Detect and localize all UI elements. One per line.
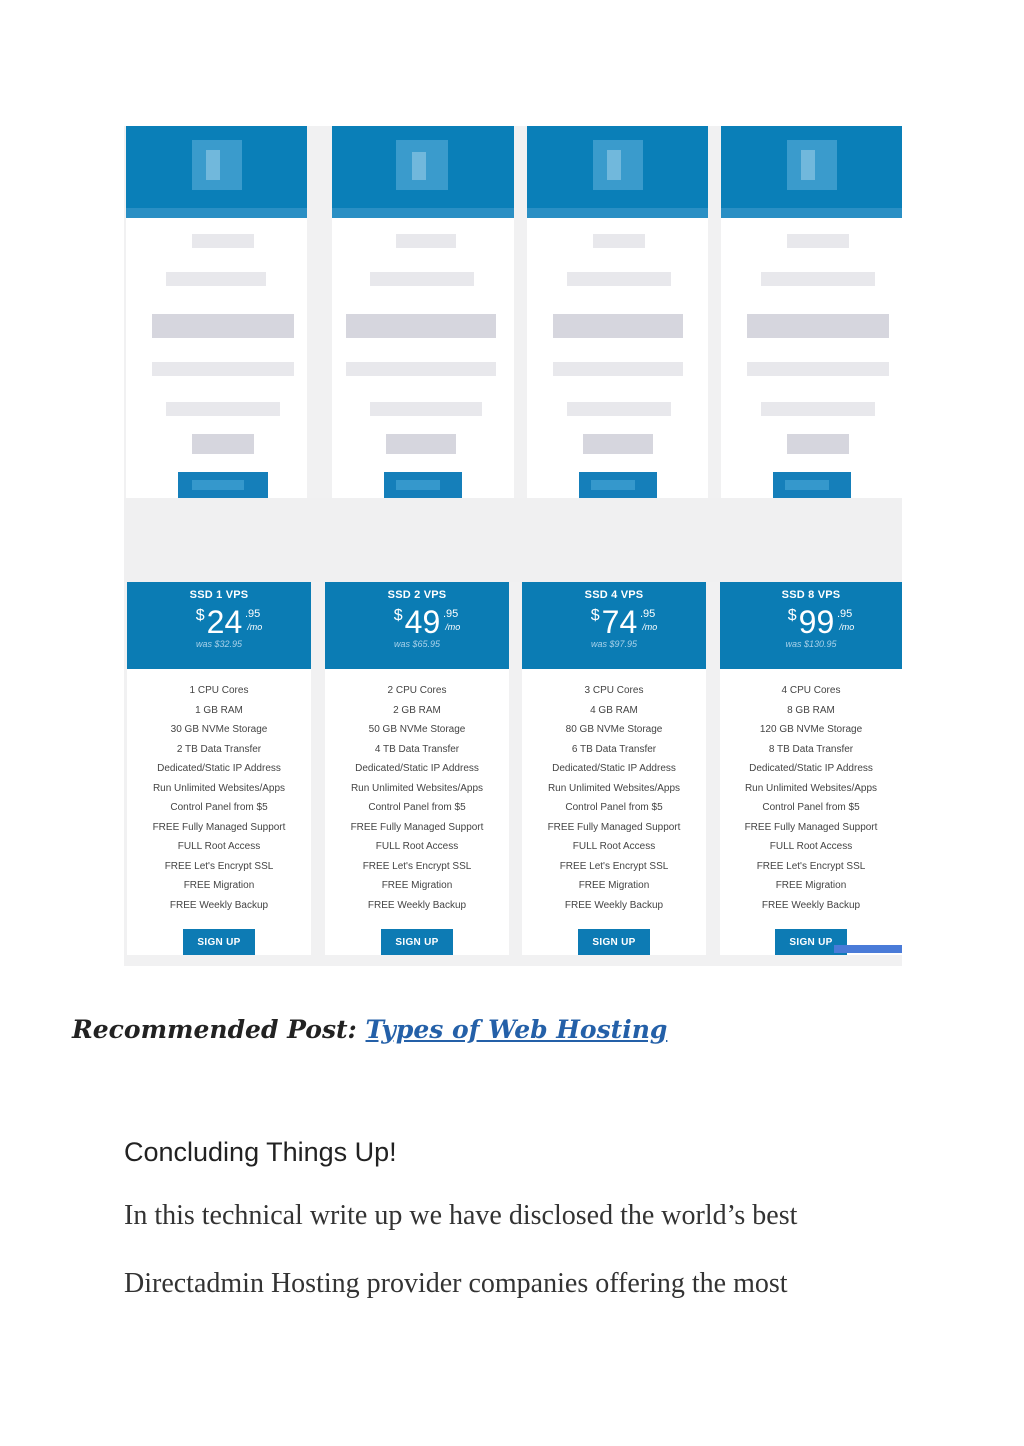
feature-item: 50 GB NVMe Storage [368, 724, 466, 735]
plan-name: SSD 2 VPS [387, 589, 447, 601]
feature-item: 8 GB RAM [787, 704, 835, 716]
feature-item: 6 TB Data Transfer [571, 743, 657, 755]
price-amount: 49 [404, 604, 441, 640]
price-currency: $ [590, 607, 600, 624]
price-period: /mo [642, 622, 658, 632]
price-cents: .95 [639, 608, 656, 620]
feature-list [127, 669, 311, 915]
plan-name: SSD 1 VPS [189, 589, 249, 601]
price-period: /mo [247, 622, 263, 632]
blurred-plan-card [332, 126, 514, 498]
plan-card [720, 582, 902, 955]
feature-item: 2 GB RAM [393, 704, 441, 716]
gap-strip [124, 498, 902, 582]
feature-item: 4 TB Data Transfer [374, 743, 460, 755]
was-price: was $32.95 [195, 639, 243, 649]
plan-header [522, 582, 706, 669]
plan-name: SSD 8 VPS [781, 589, 841, 601]
feature-item: FREE Let's Encrypt SSL [164, 860, 274, 872]
feature-item: FREE Migration [183, 880, 255, 891]
feature-item: FULL Root Access [177, 841, 261, 852]
feature-item: FREE Fully Managed Support [350, 821, 484, 833]
plan-price [325, 605, 509, 639]
blurred-plan-card [527, 126, 708, 498]
feature-list [325, 669, 509, 915]
feature-item: FREE Weekly Backup [564, 899, 664, 911]
feature-item: 120 GB NVMe Storage [759, 724, 863, 735]
feature-list [522, 669, 706, 915]
body-text-line: Directadmin Hosting provider companies offering the most [124, 1268, 788, 1299]
price-period: /mo [445, 622, 461, 632]
decorative-bar [834, 945, 902, 953]
was-price: was $65.95 [393, 639, 441, 649]
plan-card [325, 582, 509, 955]
feature-item: 4 GB RAM [590, 704, 638, 716]
signup-button[interactable]: SIGN UP [775, 929, 847, 955]
plan-card [127, 582, 311, 955]
price-currency: $ [393, 607, 403, 624]
feature-item: 80 GB NVMe Storage [565, 724, 663, 735]
plan-card [522, 582, 706, 955]
feature-item: FREE Migration [578, 880, 650, 891]
body-text-line: In this technical write up we have disclosed the world’s best [124, 1200, 798, 1231]
feature-item: 30 GB NVMe Storage [170, 724, 268, 735]
feature-item: FREE Weekly Backup [761, 899, 861, 911]
feature-item: FULL Root Access [769, 841, 853, 852]
feature-item: Dedicated/Static IP Address [749, 763, 873, 774]
price-cents: .95 [836, 608, 853, 620]
price-amount: 99 [798, 604, 835, 640]
feature-item: FREE Let's Encrypt SSL [559, 860, 669, 872]
plan-header [720, 582, 902, 669]
pricing-screenshot [124, 126, 902, 966]
feature-item: FREE Migration [381, 880, 453, 891]
feature-item: 8 TB Data Transfer [768, 743, 854, 755]
was-price: was $130.95 [785, 639, 837, 649]
feature-item: Control Panel from $5 [170, 802, 268, 813]
recommended-label: Recommended Post: [72, 1015, 366, 1044]
was-price: was $97.95 [590, 639, 638, 649]
feature-list [720, 669, 902, 915]
feature-item: FREE Let's Encrypt SSL [756, 860, 866, 872]
plan-price [720, 605, 902, 639]
signup-button[interactable]: SIGN UP [578, 929, 650, 955]
feature-item: Dedicated/Static IP Address [157, 763, 281, 774]
plan-header [127, 582, 311, 669]
feature-item: Control Panel from $5 [762, 802, 860, 813]
feature-item: 3 CPU Cores [584, 685, 644, 696]
price-period: /mo [839, 622, 855, 632]
feature-item: FULL Root Access [375, 841, 459, 852]
feature-item: FULL Root Access [572, 841, 656, 852]
feature-item: Run Unlimited Websites/Apps [744, 782, 878, 794]
signup-button[interactable]: SIGN UP [183, 929, 255, 955]
feature-item: 2 TB Data Transfer [176, 743, 262, 755]
feature-item: FREE Fully Managed Support [547, 821, 681, 833]
recommended-post-link[interactable]: Types of Web Hosting [365, 1015, 668, 1044]
blurred-plan-card [721, 126, 902, 498]
signup-button[interactable]: SIGN UP [381, 929, 453, 955]
feature-item: 1 CPU Cores [189, 685, 249, 696]
feature-item: Dedicated/Static IP Address [552, 763, 676, 774]
feature-item: 1 GB RAM [195, 704, 243, 716]
feature-item: Run Unlimited Websites/Apps [350, 782, 484, 794]
plan-price [127, 605, 311, 639]
plan-name: SSD 4 VPS [584, 589, 644, 601]
feature-item: FREE Let's Encrypt SSL [362, 860, 472, 872]
price-amount: 74 [601, 604, 638, 640]
feature-item: 2 CPU Cores [387, 685, 447, 696]
feature-item: Run Unlimited Websites/Apps [152, 782, 286, 794]
feature-item: Control Panel from $5 [565, 802, 663, 813]
plan-header [325, 582, 509, 669]
feature-item: Run Unlimited Websites/Apps [547, 782, 681, 794]
price-currency: $ [195, 607, 205, 624]
price-amount: 24 [206, 604, 243, 640]
plan-price [522, 605, 706, 639]
feature-item: FREE Fully Managed Support [152, 821, 286, 833]
feature-item: Dedicated/Static IP Address [355, 763, 479, 774]
feature-item: FREE Weekly Backup [169, 899, 269, 911]
section-heading: Concluding Things Up! [124, 1137, 397, 1167]
price-cents: .95 [244, 608, 261, 620]
price-currency: $ [787, 607, 797, 624]
blurred-plan-card [126, 126, 307, 498]
feature-item: 4 CPU Cores [781, 685, 841, 696]
feature-item: FREE Weekly Backup [367, 899, 467, 911]
recommended-post [72, 1015, 667, 1044]
feature-item: Control Panel from $5 [368, 802, 466, 813]
price-cents: .95 [442, 608, 459, 620]
feature-item: FREE Fully Managed Support [744, 821, 878, 833]
feature-item: FREE Migration [775, 880, 847, 891]
